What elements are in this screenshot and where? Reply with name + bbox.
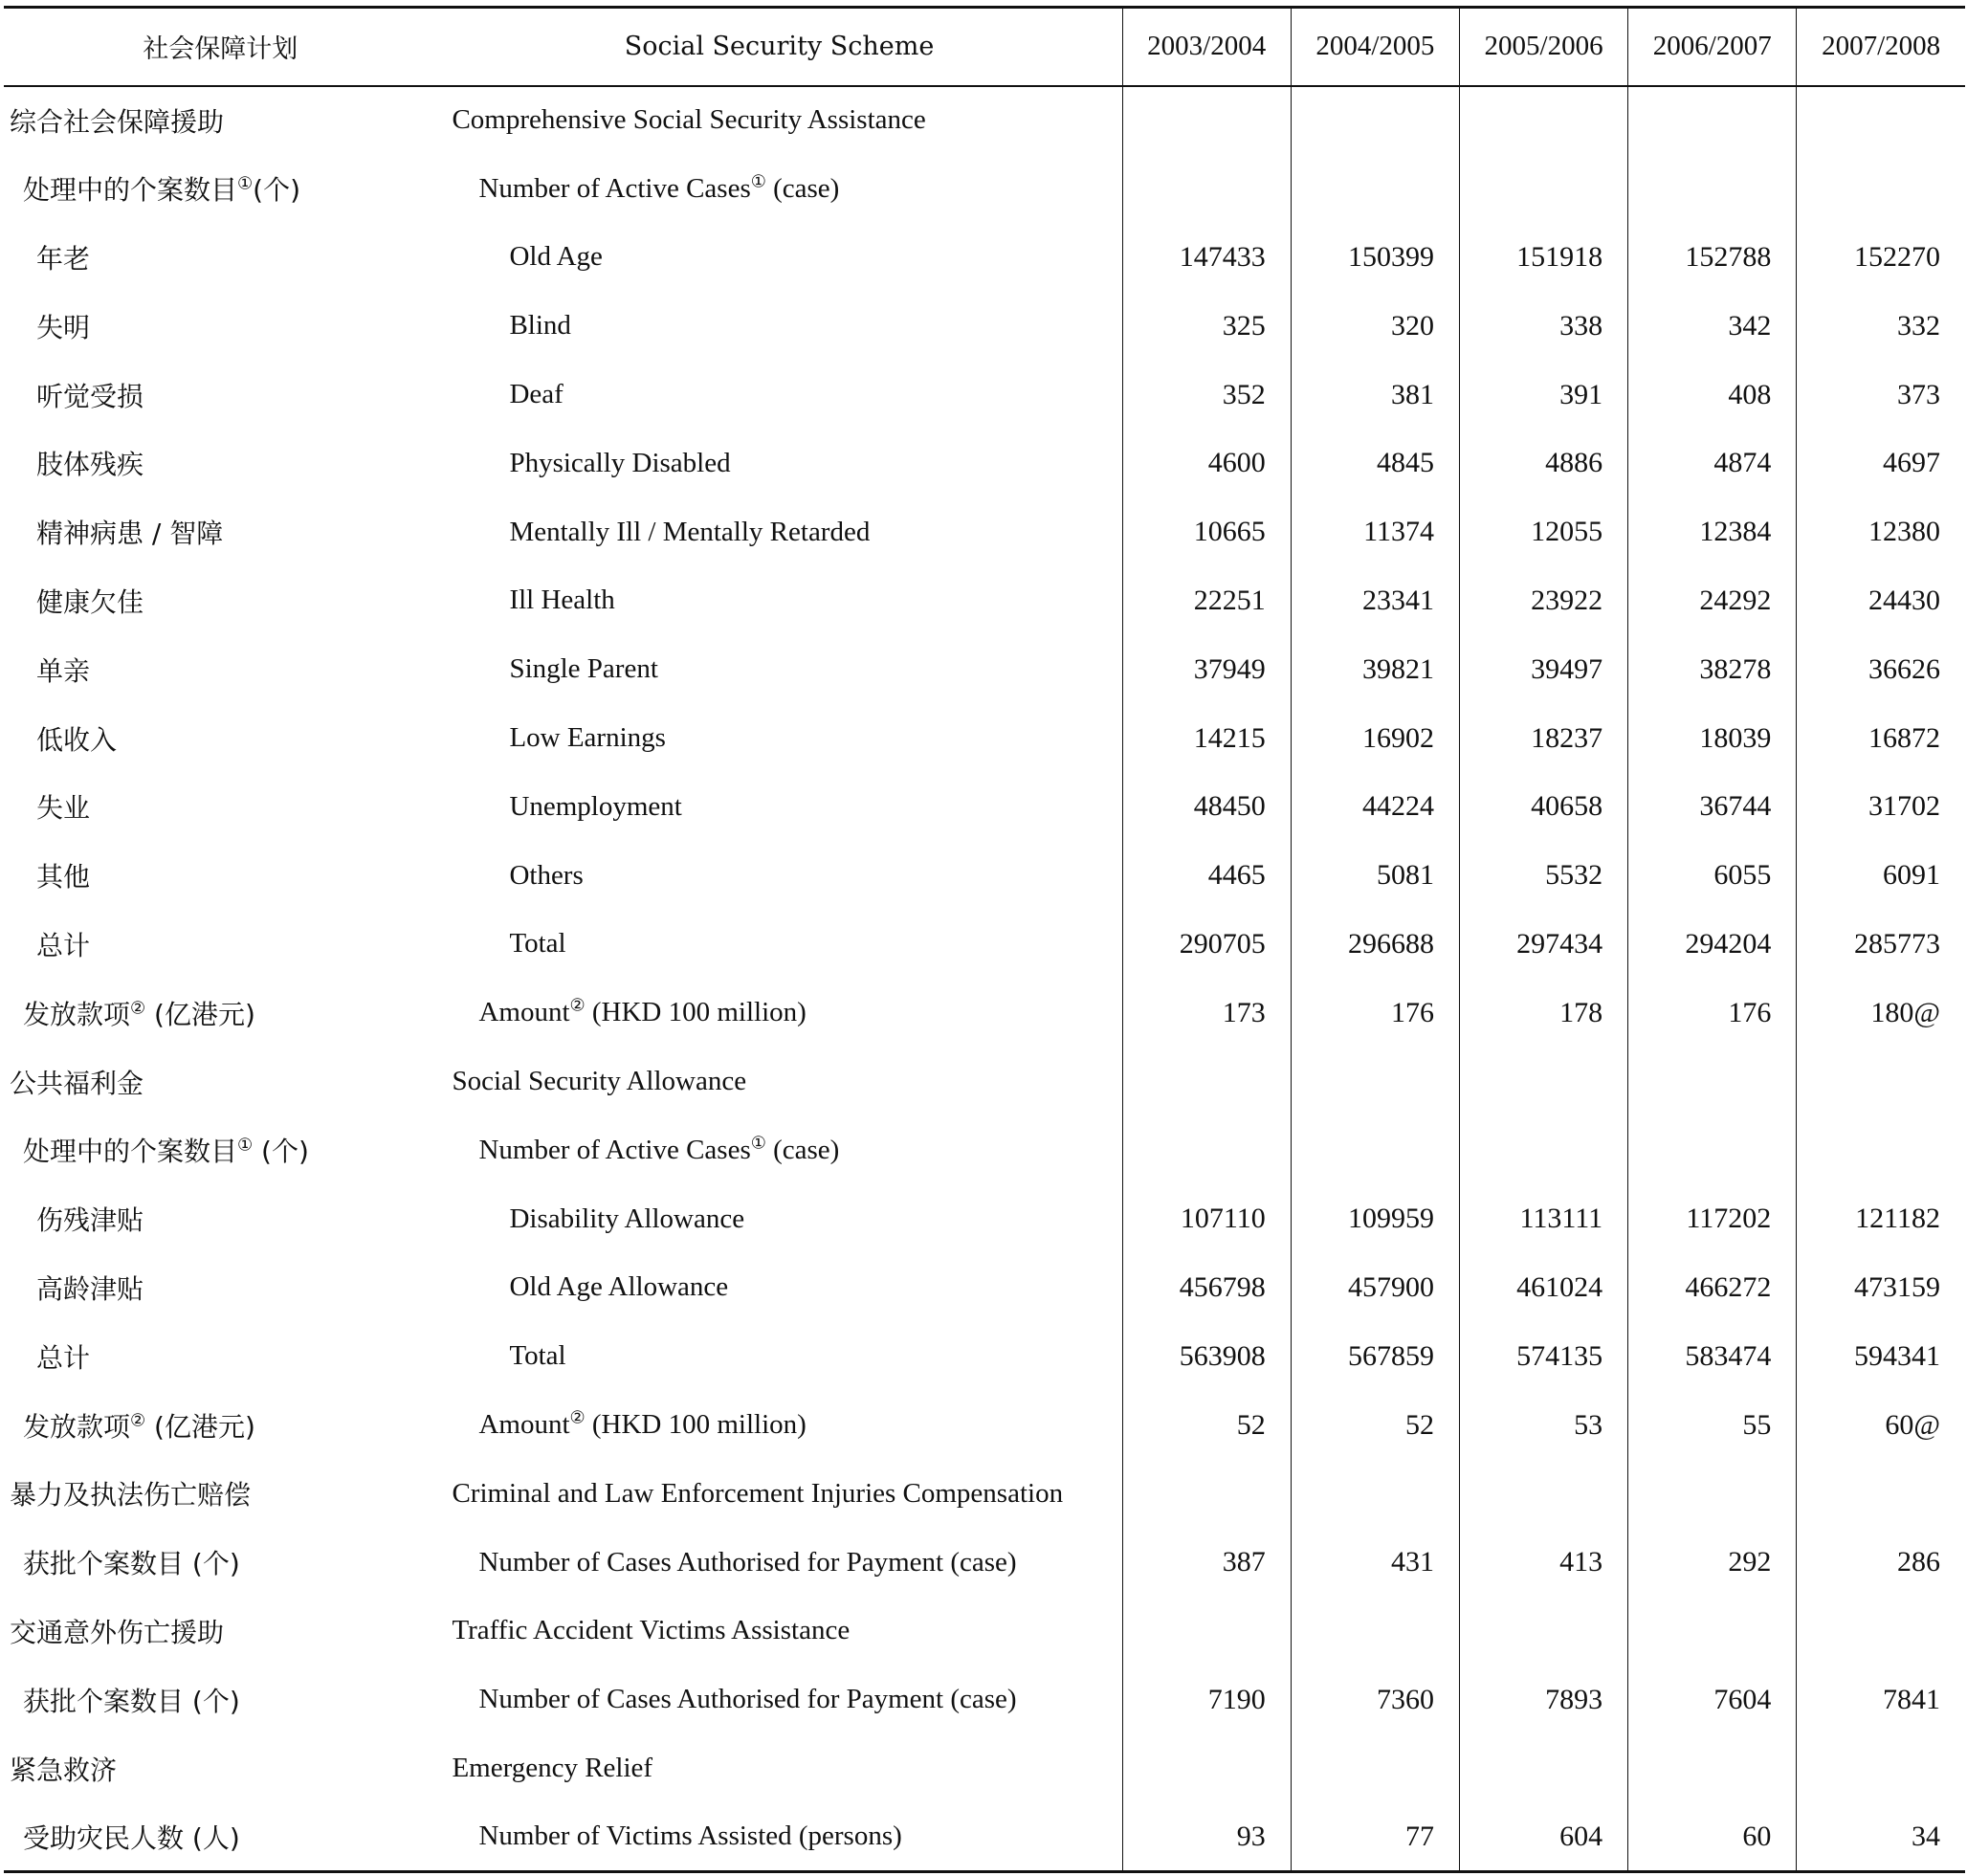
value-cell: 461024 <box>1459 1253 1627 1322</box>
label-text: 肢体残疾 <box>36 449 144 481</box>
value-cell: 39821 <box>1291 635 1459 704</box>
value-cell: 431 <box>1291 1528 1459 1597</box>
value-cell: 325 <box>1122 292 1291 361</box>
value-cell: 93 <box>1122 1802 1291 1871</box>
value-cell: 53 <box>1459 1391 1627 1460</box>
value-cell: 23341 <box>1291 566 1459 635</box>
footnote-marker: ① <box>237 173 254 194</box>
value-cell <box>1797 1734 1965 1803</box>
value-cell: 290705 <box>1122 910 1291 979</box>
value-cell: 178 <box>1459 979 1627 1048</box>
value-cell <box>1459 154 1627 223</box>
unit-text: (亿港元) <box>145 1410 255 1443</box>
label-text: 高龄津贴 <box>36 1272 144 1305</box>
value-cell: 285773 <box>1797 910 1965 979</box>
header-year: 2005/2006 <box>1459 8 1627 86</box>
header-year: 2004/2005 <box>1291 8 1459 86</box>
table-row <box>4 361 1965 430</box>
value-cell <box>1797 1597 1965 1666</box>
row-label-english <box>436 1597 1122 1666</box>
table-row <box>4 1322 1965 1391</box>
value-cell: 24292 <box>1628 566 1797 635</box>
value-cell: 352 <box>1122 361 1291 430</box>
row-label-chinese <box>4 566 436 635</box>
table-row <box>4 704 1965 773</box>
unit-text: (亿港元) <box>145 998 255 1030</box>
unit-text: (case) <box>765 172 840 204</box>
row-label-chinese <box>4 635 436 704</box>
value-cell: 23922 <box>1459 566 1627 635</box>
header-row <box>4 8 1965 86</box>
footnote-marker: ② <box>130 998 146 1019</box>
row-label-chinese <box>4 1459 436 1528</box>
footnote-marker: ① <box>750 171 766 191</box>
value-cell: 574135 <box>1459 1322 1627 1391</box>
label-text: Others <box>509 859 584 891</box>
value-cell: 36744 <box>1628 772 1797 841</box>
value-cell: 12380 <box>1797 497 1965 566</box>
label-text: 受助灾民人数 (人) <box>23 1821 240 1854</box>
label-text: 低收入 <box>36 723 118 756</box>
row-label-english <box>436 1184 1122 1253</box>
table-row <box>4 1666 1965 1734</box>
value-cell: 40658 <box>1459 772 1627 841</box>
label-text: 失业 <box>36 792 91 825</box>
row-label-english <box>436 772 1122 841</box>
value-cell: 7841 <box>1797 1666 1965 1734</box>
table-row <box>4 1459 1965 1528</box>
value-cell: 55 <box>1628 1391 1797 1460</box>
value-cell: 286 <box>1797 1528 1965 1597</box>
row-label-chinese <box>4 86 436 155</box>
value-cell: 18237 <box>1459 704 1627 773</box>
label-text: 总计 <box>36 1341 91 1374</box>
value-cell <box>1797 1048 1965 1116</box>
value-cell <box>1122 1734 1291 1803</box>
unit-text: (HKD 100 million) <box>585 997 807 1028</box>
row-label-chinese <box>4 361 436 430</box>
label-text: Number of Cases Authorised for Payment (case) <box>478 1684 1017 1715</box>
header-chinese: 社会保障计划 <box>4 8 436 86</box>
row-label-english <box>436 1666 1122 1734</box>
value-cell <box>1797 154 1965 223</box>
value-cell: 4600 <box>1122 429 1291 497</box>
table-row <box>4 1597 1965 1666</box>
table-row <box>4 154 1965 223</box>
row-label-chinese <box>4 1322 436 1391</box>
table-row <box>4 1048 1965 1116</box>
row-label-english <box>436 1322 1122 1391</box>
value-cell: 297434 <box>1459 910 1627 979</box>
value-cell <box>1122 1597 1291 1666</box>
value-cell: 5532 <box>1459 841 1627 910</box>
label-text: 伤残津贴 <box>36 1204 144 1237</box>
value-cell: 107110 <box>1122 1184 1291 1253</box>
row-label-chinese <box>4 1391 436 1460</box>
unit-text: (HKD 100 million) <box>585 1409 807 1441</box>
value-cell: 320 <box>1291 292 1459 361</box>
value-cell <box>1291 1115 1459 1184</box>
label-text: Social Security Allowance <box>452 1066 747 1097</box>
value-cell: 147433 <box>1122 223 1291 292</box>
value-cell: 48450 <box>1122 772 1291 841</box>
label-text: 健康欠佳 <box>36 585 144 618</box>
value-cell <box>1797 86 1965 155</box>
footnote-marker: ① <box>237 1136 254 1157</box>
row-label-english <box>436 429 1122 497</box>
value-cell <box>1291 86 1459 155</box>
value-cell: 4465 <box>1122 841 1291 910</box>
value-cell <box>1628 1459 1797 1528</box>
row-label-chinese <box>4 910 436 979</box>
footnote-marker: ② <box>130 1410 146 1431</box>
row-label-chinese <box>4 1734 436 1803</box>
label-text: Physically Disabled <box>509 447 731 478</box>
label-text: Amount <box>478 1409 570 1441</box>
row-label-chinese <box>4 841 436 910</box>
value-cell: 14215 <box>1122 704 1291 773</box>
row-label-english <box>436 1253 1122 1322</box>
value-cell <box>1459 1734 1627 1803</box>
value-cell: 7190 <box>1122 1666 1291 1734</box>
value-cell: 173 <box>1122 979 1291 1048</box>
row-label-english <box>436 979 1122 1048</box>
label-text: Emergency Relief <box>452 1753 653 1784</box>
value-cell: 176 <box>1291 979 1459 1048</box>
value-cell <box>1459 1597 1627 1666</box>
unit-text: (case) <box>765 1134 840 1165</box>
value-cell <box>1122 1048 1291 1116</box>
label-text: 听觉受损 <box>36 380 144 412</box>
table-row <box>4 1253 1965 1322</box>
value-cell: 152270 <box>1797 223 1965 292</box>
value-cell: 332 <box>1797 292 1965 361</box>
value-cell: 31702 <box>1797 772 1965 841</box>
value-cell <box>1122 1459 1291 1528</box>
value-cell: 7604 <box>1628 1666 1797 1734</box>
value-cell: 387 <box>1122 1528 1291 1597</box>
row-label-english <box>436 841 1122 910</box>
label-text: Criminal and Law Enforcement Injuries Compensation <box>452 1477 1064 1509</box>
label-text: Disability Allowance <box>509 1203 745 1234</box>
label-text: Total <box>509 1340 566 1372</box>
table-row <box>4 1184 1965 1253</box>
value-cell: 292 <box>1628 1528 1797 1597</box>
value-cell <box>1628 1597 1797 1666</box>
table-row <box>4 979 1965 1048</box>
label-text: Blind <box>509 310 571 342</box>
value-cell: 117202 <box>1628 1184 1797 1253</box>
row-label-chinese <box>4 1115 436 1184</box>
value-cell: 12055 <box>1459 497 1627 566</box>
value-cell: 152788 <box>1628 223 1797 292</box>
row-label-chinese <box>4 292 436 361</box>
value-cell: 456798 <box>1122 1253 1291 1322</box>
value-cell: 121182 <box>1797 1184 1965 1253</box>
row-label-english <box>436 154 1122 223</box>
value-cell: 109959 <box>1291 1184 1459 1253</box>
row-label-english <box>436 1459 1122 1528</box>
row-label-chinese <box>4 1528 436 1597</box>
label-text: 紧急救济 <box>10 1754 118 1786</box>
footnote-marker: ① <box>750 1133 766 1153</box>
value-cell <box>1459 1115 1627 1184</box>
label-text: 获批个案数目 (个) <box>23 1685 240 1717</box>
value-cell <box>1291 154 1459 223</box>
header-year: 2003/2004 <box>1122 8 1291 86</box>
row-label-english <box>436 1115 1122 1184</box>
value-cell: 11374 <box>1291 497 1459 566</box>
row-label-chinese <box>4 497 436 566</box>
table-row <box>4 86 1965 155</box>
value-cell: 180@ <box>1797 979 1965 1048</box>
row-label-english <box>436 361 1122 430</box>
label-text: Deaf <box>509 379 564 410</box>
label-text: Unemployment <box>509 790 682 822</box>
table-row <box>4 1528 1965 1597</box>
row-label-english <box>436 566 1122 635</box>
value-cell: 408 <box>1628 361 1797 430</box>
value-cell: 52 <box>1122 1391 1291 1460</box>
value-cell: 52 <box>1291 1391 1459 1460</box>
value-cell: 16902 <box>1291 704 1459 773</box>
label-text: Number of Active Cases <box>478 172 751 204</box>
row-label-english <box>436 223 1122 292</box>
label-text: 发放款项 <box>23 1410 131 1443</box>
label-text: 综合社会保障援助 <box>10 105 225 138</box>
value-cell <box>1628 86 1797 155</box>
unit-text: (个) <box>253 1136 309 1168</box>
row-label-english <box>436 1048 1122 1116</box>
value-cell <box>1459 1459 1627 1528</box>
label-text: 获批个案数目 (个) <box>23 1548 240 1580</box>
value-cell: 6055 <box>1628 841 1797 910</box>
row-label-chinese <box>4 154 436 223</box>
value-cell <box>1459 86 1627 155</box>
value-cell: 381 <box>1291 361 1459 430</box>
row-label-english <box>436 1734 1122 1803</box>
value-cell: 583474 <box>1628 1322 1797 1391</box>
value-cell: 4697 <box>1797 429 1965 497</box>
value-cell: 4886 <box>1459 429 1627 497</box>
label-text: 公共福利金 <box>10 1067 144 1099</box>
value-cell <box>1122 86 1291 155</box>
label-text: Ill Health <box>509 585 615 616</box>
value-cell <box>1122 1115 1291 1184</box>
value-cell: 22251 <box>1122 566 1291 635</box>
value-cell: 176 <box>1628 979 1797 1048</box>
value-cell: 39497 <box>1459 635 1627 704</box>
label-text: 年老 <box>36 242 91 275</box>
label-text: 暴力及执法伤亡赔偿 <box>10 1479 252 1512</box>
header-english: Social Security Scheme <box>436 8 1122 86</box>
label-text: Old Age <box>509 241 603 273</box>
value-cell <box>1459 1048 1627 1116</box>
value-cell: 7893 <box>1459 1666 1627 1734</box>
value-cell <box>1797 1459 1965 1528</box>
label-text: 精神病患 / 智障 <box>36 518 224 550</box>
table-row <box>4 1115 1965 1184</box>
table-row <box>4 1734 1965 1803</box>
label-text: Single Parent <box>509 653 658 685</box>
row-label-chinese <box>4 1253 436 1322</box>
value-cell: 38278 <box>1628 635 1797 704</box>
table-row <box>4 910 1965 979</box>
value-cell: 338 <box>1459 292 1627 361</box>
row-label-english <box>436 635 1122 704</box>
unit-text: (个) <box>253 174 301 207</box>
label-text: Number of Cases Authorised for Payment (case) <box>478 1546 1017 1578</box>
label-text: Number of Active Cases <box>478 1134 751 1165</box>
value-cell: 60 <box>1628 1802 1797 1871</box>
value-cell <box>1628 1115 1797 1184</box>
social-security-table <box>4 6 1965 1873</box>
value-cell <box>1628 1048 1797 1116</box>
label-text: Number of Victims Assisted (persons) <box>478 1821 902 1852</box>
value-cell: 7360 <box>1291 1666 1459 1734</box>
value-cell: 151918 <box>1459 223 1627 292</box>
value-cell: 294204 <box>1628 910 1797 979</box>
value-cell <box>1122 154 1291 223</box>
label-text: 交通意外伤亡援助 <box>10 1616 225 1648</box>
value-cell: 457900 <box>1291 1253 1459 1322</box>
value-cell: 10665 <box>1122 497 1291 566</box>
value-cell: 44224 <box>1291 772 1459 841</box>
label-text: 总计 <box>36 929 91 961</box>
value-cell: 466272 <box>1628 1253 1797 1322</box>
value-cell: 391 <box>1459 361 1627 430</box>
row-label-english <box>436 86 1122 155</box>
footnote-marker: ② <box>569 1407 586 1427</box>
value-cell: 18039 <box>1628 704 1797 773</box>
value-cell: 113111 <box>1459 1184 1627 1253</box>
row-label-english <box>436 910 1122 979</box>
value-cell: 373 <box>1797 361 1965 430</box>
label-text: 单亲 <box>36 654 91 687</box>
label-text: Amount <box>478 997 570 1028</box>
table-row <box>4 1802 1965 1871</box>
label-text: 处理中的个案数目 <box>23 174 238 207</box>
value-cell: 6091 <box>1797 841 1965 910</box>
value-cell: 36626 <box>1797 635 1965 704</box>
row-label-chinese <box>4 223 436 292</box>
table-row <box>4 429 1965 497</box>
row-label-chinese <box>4 429 436 497</box>
table-body <box>4 86 1965 1872</box>
label-text: Low Earnings <box>509 722 666 754</box>
value-cell: 4874 <box>1628 429 1797 497</box>
value-cell: 563908 <box>1122 1322 1291 1391</box>
row-label-english <box>436 292 1122 361</box>
label-text: Comprehensive Social Security Assistance <box>452 104 926 136</box>
table-row <box>4 566 1965 635</box>
value-cell: 296688 <box>1291 910 1459 979</box>
row-label-english <box>436 1391 1122 1460</box>
table-header <box>4 8 1965 86</box>
label-text: Traffic Accident Victims Assistance <box>452 1615 851 1646</box>
row-label-english <box>436 704 1122 773</box>
label-text: 发放款项 <box>23 998 131 1030</box>
label-text: 失明 <box>36 311 91 343</box>
table-row <box>4 1391 1965 1460</box>
value-cell <box>1628 154 1797 223</box>
value-cell: 34 <box>1797 1802 1965 1871</box>
table-row <box>4 497 1965 566</box>
table-row <box>4 635 1965 704</box>
row-label-chinese <box>4 1184 436 1253</box>
header-year: 2007/2008 <box>1797 8 1965 86</box>
value-cell: 5081 <box>1291 841 1459 910</box>
header-year: 2006/2007 <box>1628 8 1797 86</box>
value-cell: 150399 <box>1291 223 1459 292</box>
value-cell <box>1628 1734 1797 1803</box>
row-label-chinese <box>4 1048 436 1116</box>
value-cell: 60@ <box>1797 1391 1965 1460</box>
value-cell <box>1291 1734 1459 1803</box>
row-label-chinese <box>4 1597 436 1666</box>
table-row <box>4 223 1965 292</box>
row-label-chinese <box>4 979 436 1048</box>
value-cell <box>1797 1115 1965 1184</box>
value-cell: 77 <box>1291 1802 1459 1871</box>
value-cell <box>1291 1597 1459 1666</box>
row-label-chinese <box>4 1666 436 1734</box>
label-text: Old Age Allowance <box>509 1271 729 1303</box>
value-cell: 342 <box>1628 292 1797 361</box>
value-cell: 4845 <box>1291 429 1459 497</box>
footnote-marker: ② <box>569 995 586 1015</box>
label-text: Mentally Ill / Mentally Retarded <box>509 516 871 547</box>
value-cell: 473159 <box>1797 1253 1965 1322</box>
value-cell: 24430 <box>1797 566 1965 635</box>
value-cell <box>1291 1459 1459 1528</box>
value-cell: 604 <box>1459 1802 1627 1871</box>
value-cell: 413 <box>1459 1528 1627 1597</box>
row-label-english <box>436 497 1122 566</box>
value-cell: 567859 <box>1291 1322 1459 1391</box>
row-label-english <box>436 1802 1122 1871</box>
table-row <box>4 292 1965 361</box>
table-row <box>4 841 1965 910</box>
table-row <box>4 772 1965 841</box>
value-cell: 37949 <box>1122 635 1291 704</box>
row-label-english <box>436 1528 1122 1597</box>
row-label-chinese <box>4 772 436 841</box>
label-text: Total <box>509 928 566 960</box>
label-text: 处理中的个案数目 <box>23 1136 238 1168</box>
row-label-chinese <box>4 704 436 773</box>
row-label-chinese <box>4 1802 436 1871</box>
value-cell: 12384 <box>1628 497 1797 566</box>
label-text: 其他 <box>36 861 91 894</box>
value-cell <box>1291 1048 1459 1116</box>
value-cell: 594341 <box>1797 1322 1965 1391</box>
value-cell: 16872 <box>1797 704 1965 773</box>
